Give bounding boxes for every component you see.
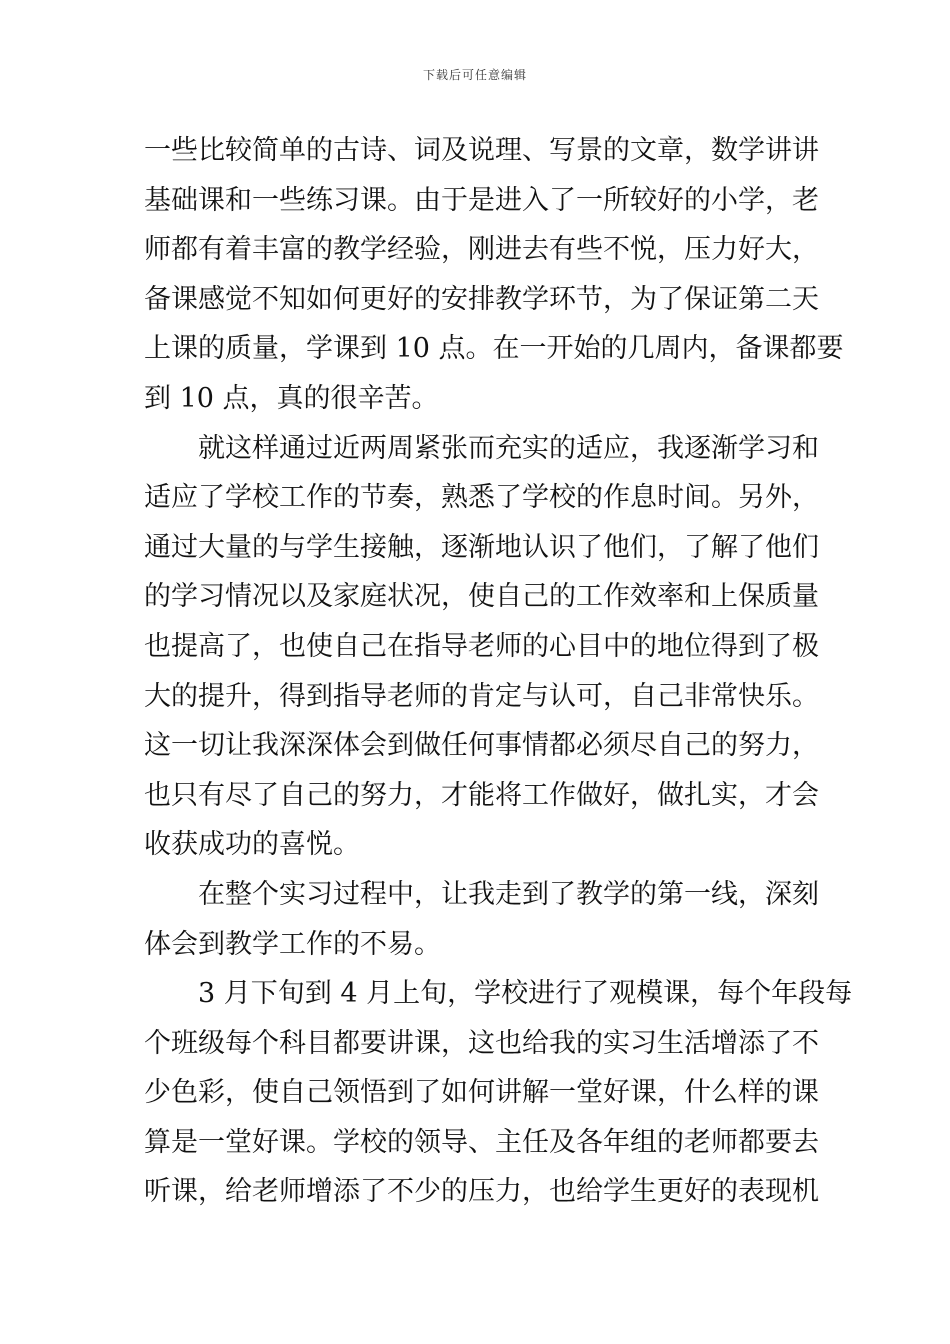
text-line: 师都有着丰富的教学经验，刚进去有些不悦，压力好大， <box>144 234 819 266</box>
text-line: 到 10 点，真的很辛苦。 <box>144 382 439 414</box>
text-line: 通过大量的与学生接触，逐渐地认识了他们，了解了他们 <box>144 531 819 563</box>
text-line: 适应了学校工作的节奏，熟悉了学校的作息时间。另外， <box>144 482 819 514</box>
text-line: 算是一堂好课。学校的领导、主任及各年组的老师都要去 <box>144 1126 819 1158</box>
text-line: 听课，给老师增添了不少的压力，也给学生更好的表现机 <box>144 1176 819 1208</box>
text-line: 的学习情况以及家庭状况，使自己的工作效率和上保质量 <box>144 581 819 613</box>
text-line: 上课的质量，学课到 10 点。在一开始的几周内，备课都要 <box>144 333 844 365</box>
text-line: 少色彩，使自己领悟到了如何讲解一堂好课，什么样的课 <box>144 1077 819 1109</box>
text-line: 体会到教学工作的不易。 <box>144 928 441 960</box>
text-line: 在整个实习过程中，让我走到了教学的第一线，深刻 <box>198 878 819 910</box>
text-line: 3 月下旬到 4 月上旬，学校进行了观模课，每个年段每 <box>198 978 853 1010</box>
text-line: 就这样通过近两周紧张而充实的适应，我逐渐学习和 <box>198 432 819 464</box>
text-line: 一些比较简单的古诗、词及说理、写景的文章，数学讲讲 <box>144 135 819 166</box>
text-line: 备课感觉不知如何更好的安排教学环节，为了保证第二天 <box>144 283 819 315</box>
document-body <box>144 126 853 1217</box>
text-line: 这一切让我深深体会到做任何事情都必须尽自己的努力， <box>144 730 819 762</box>
text-line: 也只有尽了自己的努力，才能将工作做好，做扎实，才会 <box>144 779 819 811</box>
text-line: 收获成功的喜悦。 <box>144 829 360 861</box>
page-header-note: 下载后可任意编辑 <box>422 68 527 82</box>
text-line: 大的提升，得到指导老师的肯定与认可，自己非常快乐。 <box>144 680 819 712</box>
text-line: 也提高了，也使自己在指导老师的心目中的地位得到了极 <box>144 630 819 662</box>
text-line: 基础课和一些练习课。由于是进入了一所较好的小学，老 <box>144 184 819 216</box>
text-line: 个班级每个科目都要讲课，这也给我的实习生活增添了不 <box>144 1027 819 1059</box>
